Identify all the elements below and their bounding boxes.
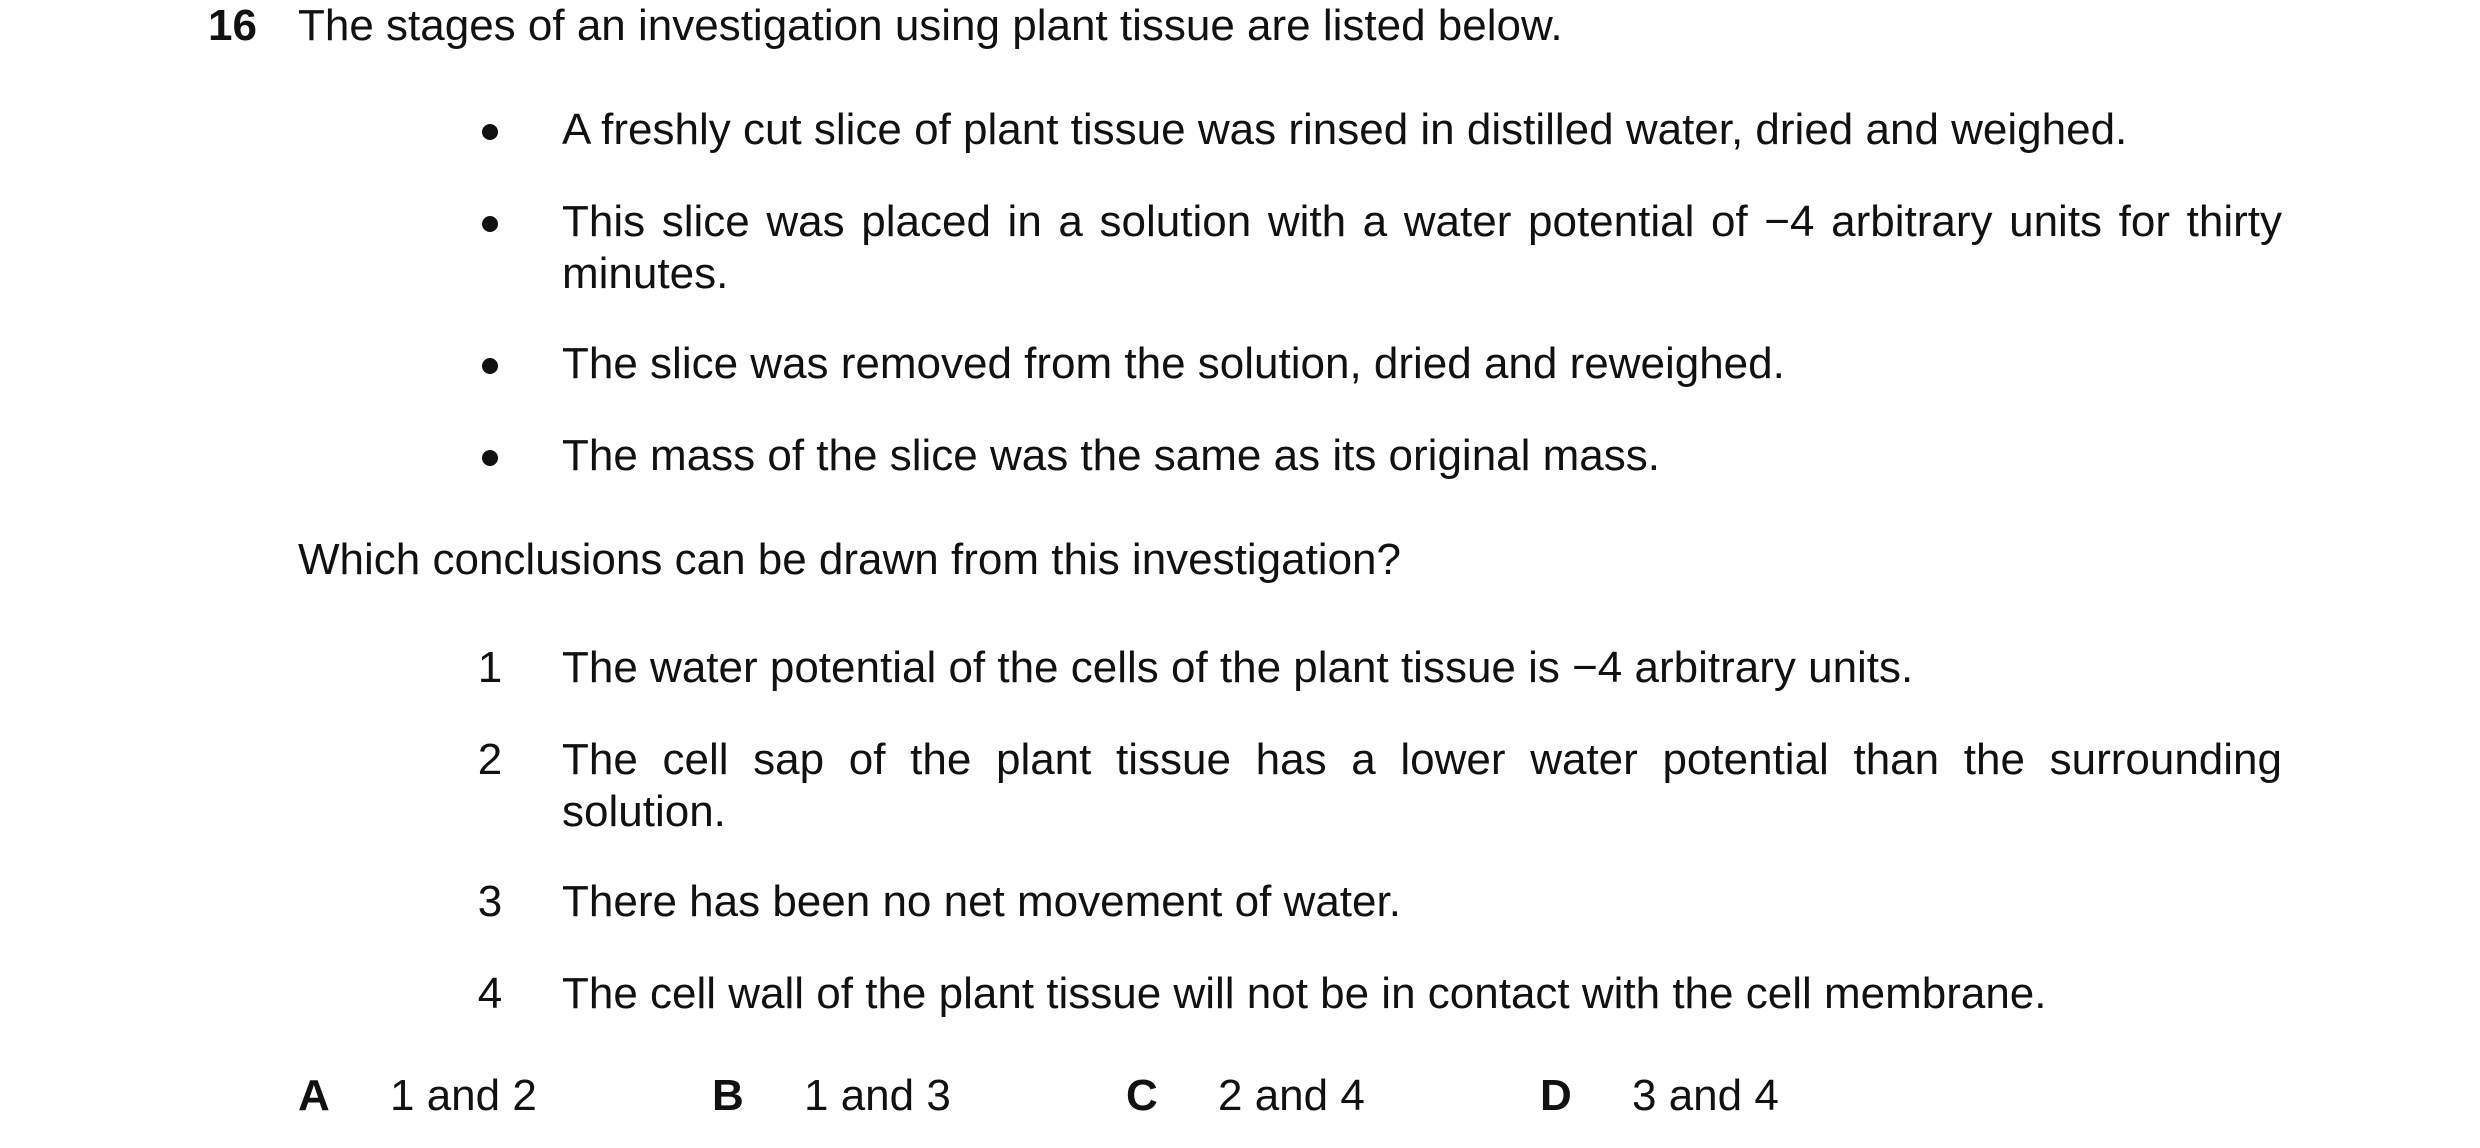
statement-number: 1	[477, 643, 503, 692]
option-b[interactable]	[712, 1070, 951, 1122]
question-stem: The stages of an investigation using plant tissue are listed below.	[298, 1, 1563, 50]
option-d[interactable]	[1540, 1070, 1779, 1122]
option-text: 1 and 3	[804, 1071, 951, 1120]
stage-text: The mass of the slice was the same as its original mass.	[562, 431, 1660, 480]
statement-text: The cell sap of the plant tissue has a lower water potential than the surrounding solution.	[562, 735, 2282, 836]
statement-number: 3	[477, 877, 503, 926]
option-text: 2 and 4	[1218, 1071, 1365, 1120]
statement-text: The cell wall of the plant tissue will not be in contact with the cell membrane.	[562, 969, 2047, 1018]
statement-text: The water potential of the cells of the plant tissue is −4 arbitrary units.	[562, 643, 1914, 692]
option-letter: D	[1540, 1071, 1572, 1120]
option-letter: C	[1126, 1071, 1158, 1120]
option-c[interactable]	[1126, 1070, 1365, 1122]
answer-options	[298, 1070, 2198, 1130]
option-a[interactable]	[298, 1070, 537, 1122]
stage-text: A freshly cut slice of plant tissue was rinsed in distilled water, dried and weighed.	[562, 105, 2128, 154]
question-prompt: Which conclusions can be drawn from this investigation?	[298, 535, 1401, 584]
question-number: 16	[208, 1, 257, 50]
stage-text: This slice was placed in a solution with a water potential of −4 arbitrary units for thirty minutes.	[562, 197, 2282, 298]
stage-text: The slice was removed from the solution, dried and reweighed.	[562, 339, 1785, 388]
statement-number: 4	[477, 969, 503, 1018]
option-text: 1 and 2	[390, 1071, 537, 1120]
option-letter: A	[298, 1071, 330, 1120]
statement-text: There has been no net movement of water.	[562, 877, 1401, 926]
option-letter: B	[712, 1071, 744, 1120]
option-text: 3 and 4	[1632, 1071, 1779, 1120]
statement-number: 2	[477, 735, 503, 784]
